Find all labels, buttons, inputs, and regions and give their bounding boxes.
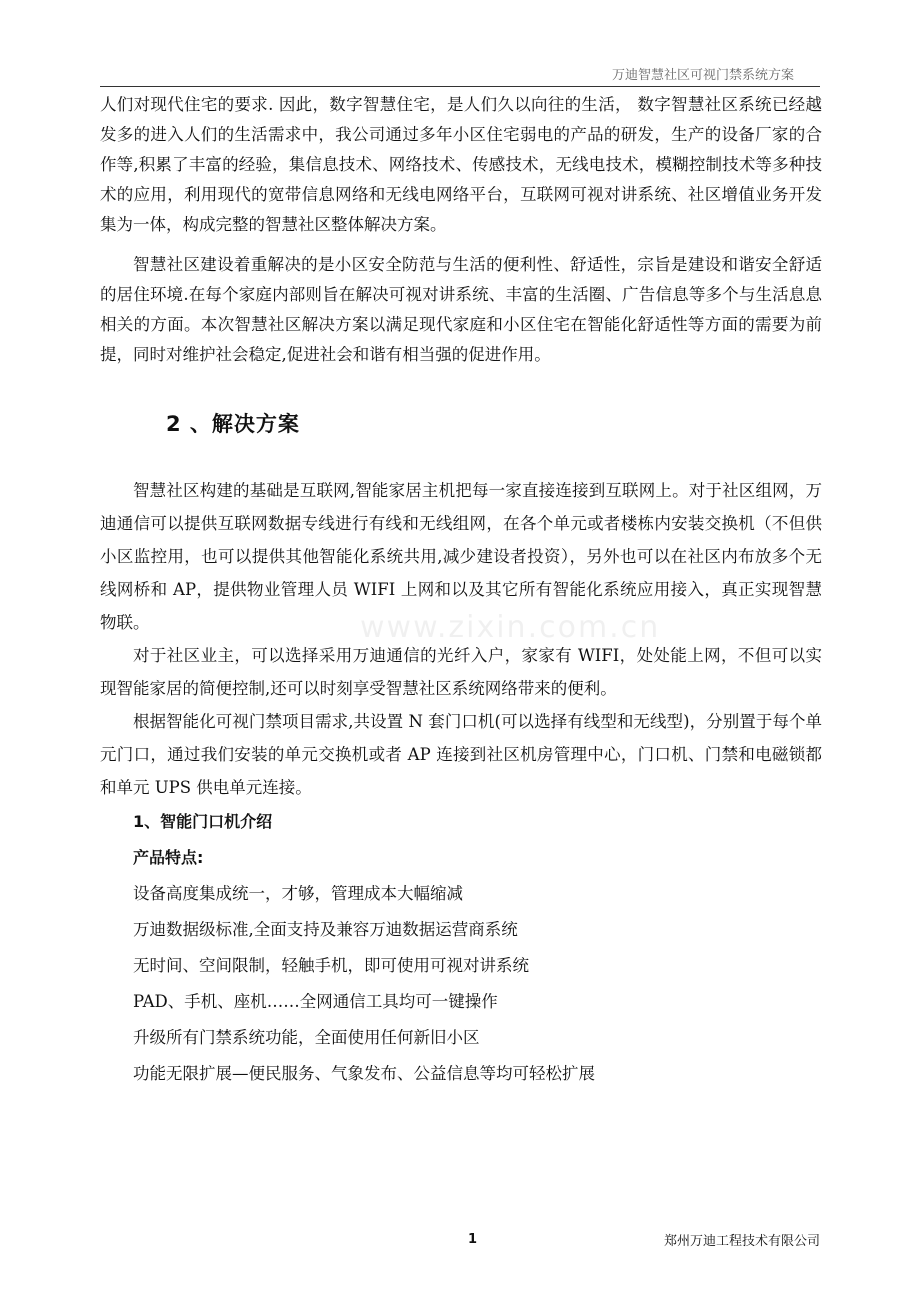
paragraph-owner-fiber: 对于社区业主，可以选择采用万迪通信的光纤入户，家家有 WIFI，处处能上网，不但可以实现智能家居的简便控制,还可以时刻享受智慧社区系统网络带来的便利。 (100, 646, 822, 698)
feature-item: 设备高度集成统一，才够，管理成本大幅缩减 (133, 884, 463, 903)
paragraph-smart-community-goal: 智慧社区建设着重解决的是小区安全防范与生活的便利性、舒适性，宗旨是建设和谐安全舒适的居住环境.在每个家庭内部则旨在解决可视对讲系统、丰富的生活圈、广告信息等多个与生活息息相关的方面。本次智慧社区解决方案以满足现代家庭和小区住宅在智能化舒适性等方面的需要为前提，同时对维护社会稳定,促进社会和谐有相当强的促进作用。 (100, 255, 822, 364)
page-header (100, 62, 820, 87)
header-title: 万迪智慧社区可视门禁系统方案 (611, 68, 794, 83)
subsection-heading-door-unit: 1、智能门口机介绍 (133, 812, 273, 831)
footer-company: 郑州万迪工程技术有限公司 (663, 1234, 820, 1249)
page-number: 1 (468, 1232, 478, 1247)
feature-item: 无时间、空间限制，轻触手机，即可使用可视对讲系统 (133, 956, 529, 975)
feature-item: 功能无限扩展—便民服务、气象发布、公益信息等均可轻松扩展 (133, 1064, 595, 1083)
feature-item: 万迪数据级标准,全面支持及兼容万迪数据运营商系统 (133, 920, 518, 939)
paragraph-network-basis: 智慧社区构建的基础是互联网,智能家居主机把每一家直接连接到互联网上。对于社区组网，万迪通信可以提供互联网数据专线进行有线和无线组网，在各个单元或者楼栋内安装交换机（不但供小区监控用，也可以提供其他智能化系统共用,减少建设者投资），另外也可以在社区内布放多个无线网桥和 AP，提供物业管理人员 WIFI 上网和以及其它所有智能化系统应用接入，真正实现智慧物联。 (100, 481, 822, 632)
features-label: 产品特点: (133, 848, 204, 867)
watermark: www.zixin.com.cn (360, 610, 661, 645)
section-heading-solution: 2 、解决方案 (166, 412, 300, 436)
feature-item: 升级所有门禁系统功能，全面使用任何新旧小区 (133, 1028, 480, 1047)
paragraph-door-units: 根据智能化可视门禁项目需求,共设置 N 套门口机(可以选择有线型和无线型)，分别置于每个单元门口，通过我们安装的单元交换机或者 AP 连接到社区机房管理中心，门口机、门禁和电磁锁都和单元 UPS 供电单元连接。 (100, 712, 822, 797)
document-body (100, 90, 822, 1092)
feature-list (100, 876, 822, 1092)
feature-item: PAD、手机、座机……全网通信工具均可一键操作 (133, 992, 498, 1011)
paragraph-intro-continued: 人们对现代住宅的要求. 因此，数字智慧住宅，是人们久以向往的生活， 数字智慧社区系统已经越发多的进入人们的生活需求中，我公司通过多年小区住宅弱电的产品的研发，生产的设备厂家的合作等,积累了丰富的经验，集信息技术、网络技术、传感技术，无线电技术，模糊控制技术等多种技术的应用，利用现代的宽带信息网络和无线电网络平台，互联网可视对讲系统、社区增值业务开发集为一体，构成完整的智慧社区整体解决方案。 (100, 95, 822, 234)
